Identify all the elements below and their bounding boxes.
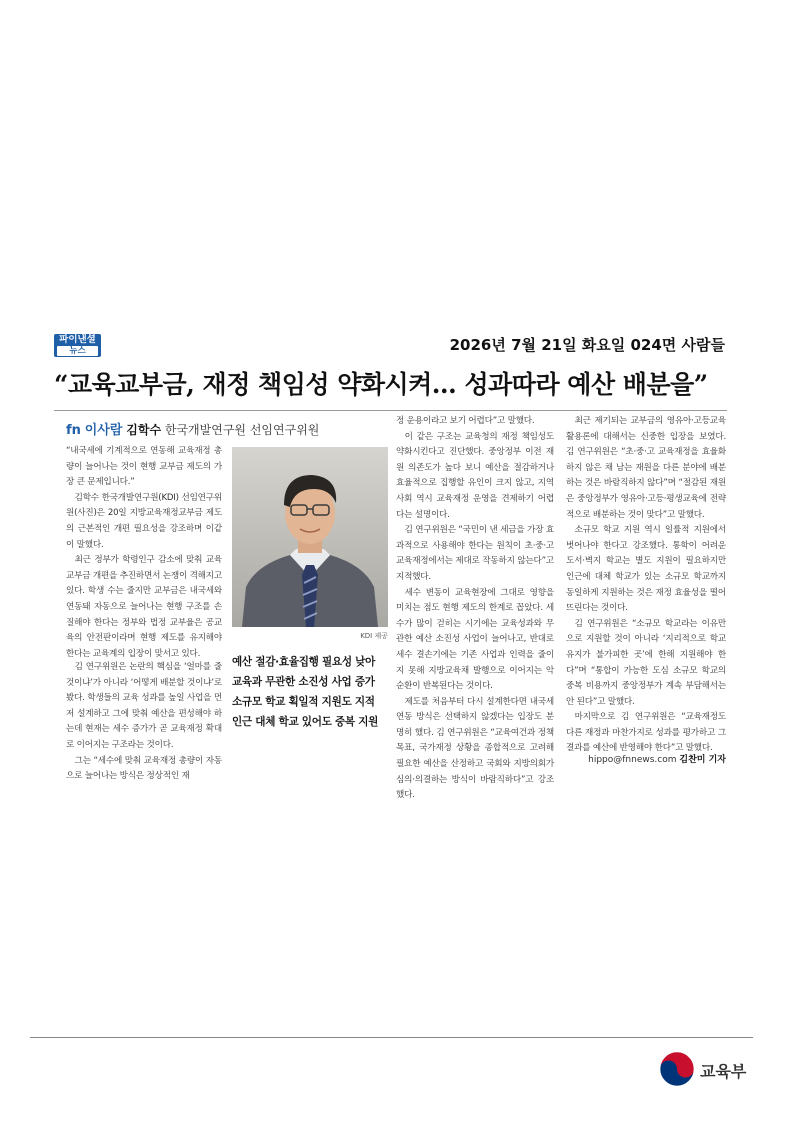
article-column-1 bbox=[66, 444, 222, 662]
article-column-3 bbox=[396, 414, 554, 804]
portrait-photo bbox=[232, 447, 388, 627]
taegeuk-emblem-icon bbox=[658, 1050, 696, 1088]
logo-line1: 파이낸셜 bbox=[59, 334, 96, 345]
headline: “교육교부금, 재정 책임성 약화시켜… 성과따라 예산 배분을” bbox=[54, 370, 708, 399]
paragraph: 최근 제기되는 교부금의 영유아·고등교육 활용론에 대해서는 신중한 입장을 보였다. 김 연구위원은 “초·중·고 교육재정을 효율화하지 않은 채 남는 재원을 다른 분야에 배분하는 것은 바람직하지 않다”며 “절감된 재원은 중앙정부가 영유아·고등·평생교육에 전략적으로 배분하는 것이 맞다”고 말했다. bbox=[566, 416, 726, 520]
pull-quote-line: 교육과 무관한 소진성 사업 증가 bbox=[232, 676, 375, 688]
ministry-logo bbox=[658, 1050, 758, 1090]
article-column-4 bbox=[566, 414, 726, 757]
byline-section: 이사람 bbox=[84, 423, 123, 438]
paragraph: 김 연구위원은 “소규모 학교라는 이유만으로 지원할 것이 아니라 ‘지리적으로 학교 유지가 불가피한 곳’에 한해 지원해야 한다”며 “통합이 가능한 도심 소규모 학교의 중복 비용까지 중앙정부가 계속 부담해서는 안 된다”고 말했다. bbox=[566, 618, 726, 707]
paragraph: 김 연구위원은 “국민이 낸 세금을 가장 효과적으로 사용해야 한다는 원칙이 초·중·고 교육재정에서는 제대로 작동하지 않는다”고 지적했다. bbox=[396, 525, 554, 582]
paragraph: 그는 “세수에 맞춰 교육재정 총량이 자동으로 늘어나는 방식은 정상적인 재 bbox=[66, 755, 222, 782]
paragraph: 이 같은 구조는 교육청의 재정 책임성도 약화시킨다고 진단했다. 중앙정부 이전 재원 의존도가 높다 보니 예산을 절감하거나 효율적으로 집행할 유인이 크지 않고, 지역사회 역시 교육재정 운영을 견제하기 어렵다는 설명이다. bbox=[396, 431, 554, 520]
reporter-signoff bbox=[566, 752, 726, 765]
paragraph: 김학수 한국개발연구원(KDI) 선임연구위원(사진)은 20일 지방교육재정교부금 제도의 근본적인 개편 필요성을 강조하며 이같이 말했다. bbox=[66, 492, 222, 550]
pull-quote-line: 인근 대체 학교 있어도 중복 지원 bbox=[232, 716, 379, 728]
article-column-1-continued bbox=[66, 660, 222, 785]
newspaper-logo bbox=[54, 334, 101, 357]
footer-rule bbox=[30, 1037, 753, 1038]
pull-quote bbox=[232, 652, 390, 732]
byline-name: 김학수 bbox=[126, 423, 162, 437]
reporter-email: hippo@fnnews.com bbox=[588, 755, 677, 765]
paragraph: 정 운용이라고 보기 어렵다”고 말했다. bbox=[396, 416, 535, 426]
person-portrait bbox=[232, 447, 388, 627]
headline-rule bbox=[54, 410, 727, 411]
paragraph: 최근 정부가 학령인구 감소에 맞춰 교육교부금 개편을 추진하면서 논쟁이 격해지고 있다. 학생 수는 줄지만 교부금은 내국세와 연동돼 자동으로 늘어나는 현행 구조를 손질해야 한다는 정부와 법정 교부율은 공교육의 안전판이라며 현행 제도를 유지해야 한다는 교육계의 입장이 맞서고 있다. bbox=[66, 555, 222, 659]
byline-brand: fn bbox=[66, 423, 81, 438]
byline-title: 한국개발연구원 선임연구위원 bbox=[164, 423, 320, 437]
pull-quote-line: 예산 절감·효율집행 필요성 낮아 bbox=[232, 656, 376, 668]
logo-line2: 뉴스 bbox=[57, 346, 98, 356]
byline bbox=[66, 419, 319, 438]
photo-caption: KDI 제공 bbox=[360, 632, 388, 640]
pull-quote-line: 소규모 학교 획일적 지원도 지적 bbox=[232, 696, 375, 708]
ministry-name: 교육부 bbox=[700, 1062, 747, 1081]
paragraph: 김 연구위원은 논란의 핵심을 ‘얼마를 줄 것이냐’가 아니라 ‘어떻게 배분할 것이냐’로 봤다. 학생들의 교육 성과를 높일 사업을 먼저 설계하고 그에 맞춰 예산을 편성해야 하는데 현재는 세수 증가가 곧 교육재정 확대로 이어지는 구조라는 것이다. bbox=[66, 662, 222, 750]
paragraph: 마지막으로 김 연구위원은 “교육재정도 다른 재정과 마찬가지로 성과를 평가하고 그 결과를 예산에 반영해야 한다”고 말했다. bbox=[566, 712, 726, 754]
paragraph: 제도를 처음부터 다시 설계한다면 내국세 연동 방식은 선택하지 않겠다는 입장도 분명히 했다. 김 연구위원은 “교육여건과 정책 목표, 국가재정 상황을 종합적으로 고려해 필요한 예산을 산정하고 국회와 지방의회가 심의·의결하는 방식이 바람직하다”고 강조했다. bbox=[396, 696, 554, 801]
paragraph: 소규모 학교 지원 역시 일률적 지원에서 벗어나야 한다고 강조했다. 통학이 어려운 도서·벽지 학교는 별도 지원이 필요하지만 인근에 대체 학교가 있는 소규모 학교까지 동일하게 지원하는 것은 재정 효율성을 떨어뜨린다는 것이다. bbox=[566, 525, 726, 614]
paragraph: 세수 변동이 교육현장에 그대로 영향을 미치는 점도 현행 제도의 한계로 꼽았다. 세수가 많이 걷히는 시기에는 교육성과와 무관한 예산 소진성 사업이 늘어나고, 반대로 세수 결손기에는 기존 사업과 인력을 줄이지 못해 지방교육채 발행으로 이어지는 악순환이 반복된다는 것이다. bbox=[396, 587, 554, 692]
dateline: 2026년 7월 21일 화요일 024면 사람들 bbox=[449, 336, 725, 354]
reporter-name: 김찬미 기자 bbox=[679, 755, 726, 765]
paragraph: “내국세에 기계적으로 연동해 교육재정 총량이 늘어나는 것이 현행 교부금 제도의 가장 큰 문제입니다.” bbox=[66, 446, 222, 488]
